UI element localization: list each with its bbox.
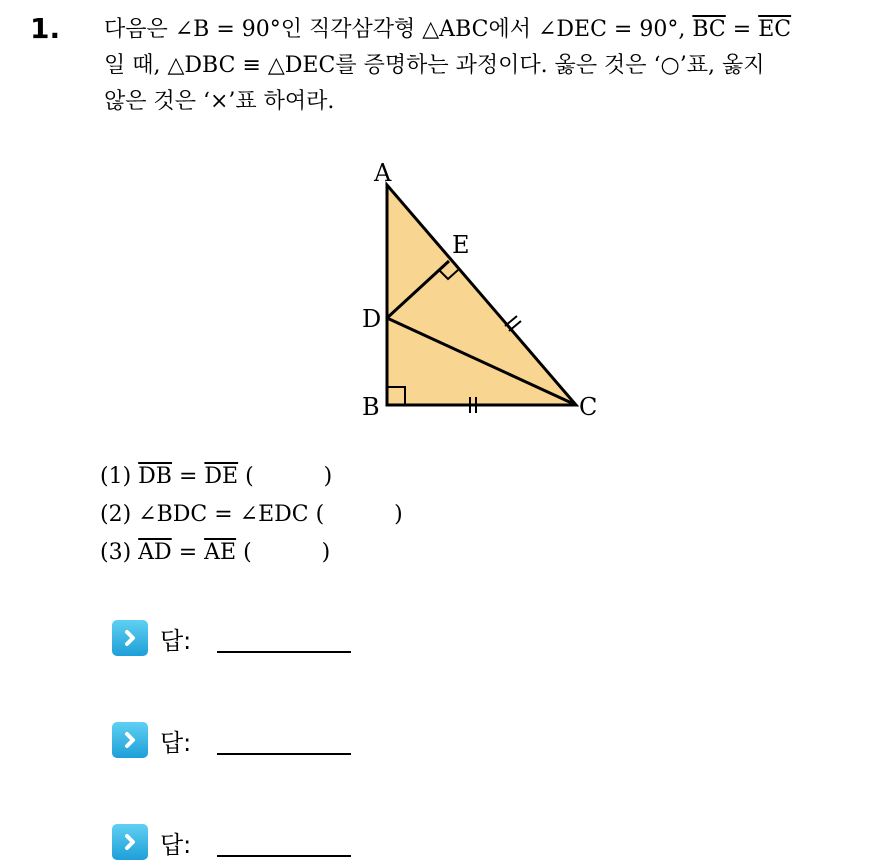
statement-1: (1) $\overline{DB} = \overline{DE}$ ( ) (100, 464, 333, 489)
question-line3: 않은 것은 ‘×’표 하여라. (104, 89, 335, 114)
question-line2: 일 때, △DBC ≡ △DEC를 증명하는 과정이다. 옳은 것은 ‘○’표, 옳지 (104, 53, 765, 78)
triangle-diagram (350, 155, 610, 425)
statement-list (100, 458, 403, 572)
answer-label: 답: (160, 728, 192, 757)
question-text: 다음은 ∠B = 90°인 직각삼각형 △ABC에서 ∠DEC = 90°, $\overline{BC} = \overline{EC}$ 일 때, △DBC ≡ △DEC를 증명하는 과정이다. 옳은 것은 ‘○’표, 옳지 않은 것은 ‘×’표 하여라. (104, 12, 864, 120)
answer-label: 답: (160, 830, 192, 859)
tick-ec-1 (505, 316, 517, 326)
question-number: 1. (30, 12, 61, 45)
answer-blank-3[interactable] (217, 827, 351, 857)
tick-ec-2 (509, 321, 521, 331)
statement-3: (3) $\overline{AD} = \overline{AE}$ ( ) (100, 540, 331, 565)
answer-label: 답: (160, 626, 192, 655)
answer-blank-2[interactable] (217, 725, 351, 755)
answer-row-1 (112, 620, 351, 656)
triangle-abc (387, 185, 576, 405)
statement-2: (2) ∠BDC = ∠EDC ( ) (100, 502, 403, 527)
arrow-right-icon (112, 824, 148, 860)
answer-row-2 (112, 722, 351, 758)
triangle-figure (350, 155, 610, 425)
label-a: A (374, 159, 392, 187)
label-c: C (579, 393, 598, 421)
arrow-right-icon (112, 620, 148, 656)
label-e: E (452, 231, 470, 259)
label-b: B (362, 393, 380, 421)
arrow-right-icon (112, 722, 148, 758)
answer-blank-1[interactable] (217, 623, 351, 653)
label-d: D (362, 305, 382, 333)
answer-row-3 (112, 824, 351, 860)
